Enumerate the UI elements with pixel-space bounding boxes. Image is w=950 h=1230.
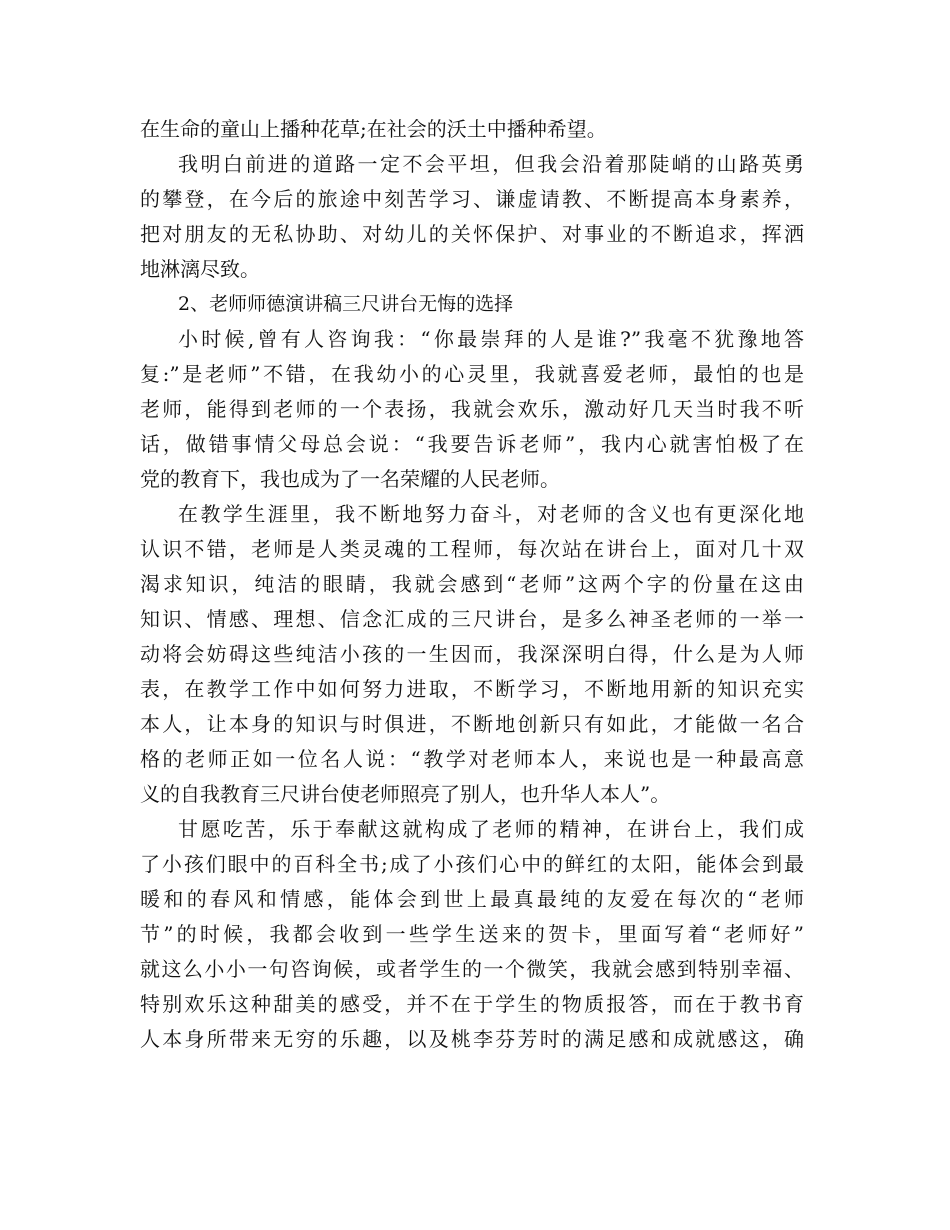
text-line: 复:”是老师”不错，在我幼小的心灵里，我就喜爱老师，最怕的也是 xyxy=(140,362,804,386)
text-line: 话，做错事情父母总会说：“我要告诉老师”，我内心就害怕极了在 xyxy=(140,432,804,456)
text-line: 表，在教学工作中如何努力进取，不断学习，不断地用新的知识充实 xyxy=(140,677,804,701)
text-line: 渴求知识，纯洁的眼睛，我就会感到“老师”这两个字的份量在这由 xyxy=(140,572,804,596)
text-line: 认识不错，老师是人类灵魂的工程师，每次站在讲台上，面对几十双 xyxy=(140,537,804,561)
text-line: 小时候,曾有人咨询我：“你最崇拜的人是谁?”我毫不犹豫地答 xyxy=(178,327,804,351)
text-line: 甘愿吃苦，乐于奉献这就构成了老师的精神，在讲台上，我们成 xyxy=(178,817,804,841)
text-line: 党的教育下，我也成为了一名荣耀的人民老师。 xyxy=(140,467,560,491)
text-line: 老师，能得到老师的一个表扬，我就会欢乐，激动好几天当时我不听 xyxy=(140,397,804,421)
text-line: 格的老师正如一位名人说：“教学对老师本人，来说也是一种最高意 xyxy=(140,747,804,771)
text-line: 地淋漓尽致。 xyxy=(140,257,260,281)
text-line: 特别欢乐这种甜美的感受，并不在于学生的物质报答，而在于教书育 xyxy=(140,992,804,1016)
text-line: 本人，让本身的知识与时俱进，不断地创新只有如此，才能做一名合 xyxy=(140,712,804,736)
document-body xyxy=(140,112,804,1057)
document-page xyxy=(140,112,804,1057)
text-line: 节”的时候，我都会收到一些学生送来的贺卡，里面写着“老师好” xyxy=(140,922,804,946)
text-line: 把对朋友的无私协助、对幼儿的关怀保护、对事业的不断追求，挥洒 xyxy=(140,222,804,246)
text-line: 就这么小小一句咨询候，或者学生的一个微笑，我就会感到特别幸福、 xyxy=(140,957,804,981)
text-line: 在生命的童山上播种花草;在社会的沃土中播种希望。 xyxy=(140,117,607,141)
text-line: 的攀登，在今后的旅途中刻苦学习、谦虚请教、不断提高本身素养， xyxy=(140,187,804,211)
text-line: 了小孩们眼中的百科全书;成了小孩们心中的鲜红的太阳，能体会到最 xyxy=(140,852,804,876)
section-heading: 2、老师师德演讲稿三尺讲台无悔的选择 xyxy=(178,293,514,315)
text-line: 暖和的春风和情感，能体会到世上最真最纯的友爱在每次的“老师 xyxy=(140,887,804,911)
text-line: 在教学生涯里，我不断地努力奋斗，对老师的含义也有更深化地 xyxy=(178,502,804,526)
text-line: 知识、情感、理想、信念汇成的三尺讲台，是多么神圣老师的一举一 xyxy=(140,607,804,631)
text-line: 义的自我教育三尺讲台使老师照亮了别人，也升华人本人”。 xyxy=(140,782,671,806)
text-line: 我明白前进的道路一定不会平坦，但我会沿着那陡峭的山路英勇 xyxy=(178,152,804,176)
text-line: 人本身所带来无穷的乐趣，以及桃李芬芳时的满足感和成就感这，确 xyxy=(140,1027,804,1051)
text-line: 动将会妨碍这些纯洁小孩的一生因而，我深深明白得，什么是为人师 xyxy=(140,642,804,666)
